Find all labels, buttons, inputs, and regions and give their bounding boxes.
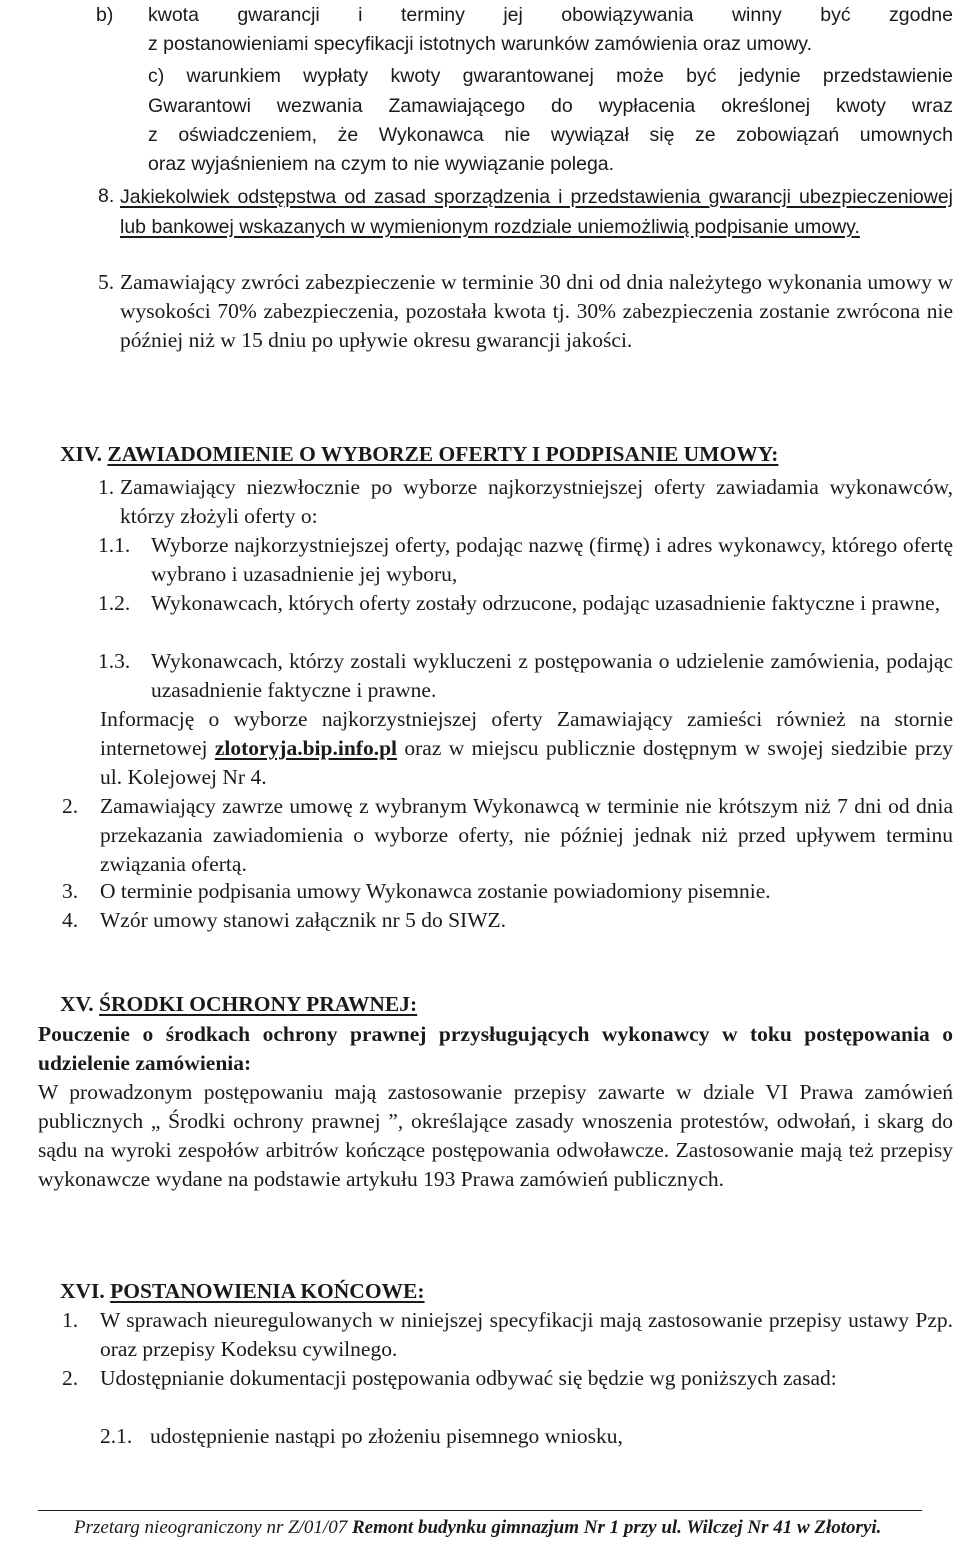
- item-c-line2: Gwarantowi wezwania Zamawiającego do wypłacenia określonej kwoty wraz: [148, 95, 953, 117]
- section-xvi-number: XVI.: [60, 1279, 105, 1303]
- section-xiv-number: XIV.: [60, 442, 103, 466]
- xiv-info-text-before: Informację o wyborze najkorzystniejszej oferty Zamawiający zamieści również na stornie internetowej: [100, 707, 953, 760]
- xiv-subitem-1-1-number: 1.1.: [98, 533, 131, 557]
- xiv-item-2-number: 2.: [62, 794, 79, 818]
- item-b-line2: z postanowieniami specyfikacji istotnych warunków zamówienia oraz umowy.: [148, 33, 812, 55]
- xvi-item-1-number: 1.: [62, 1308, 79, 1332]
- item-b-line1: kwota gwarancji i terminy jej obowiązywania winny być zgodne: [148, 4, 953, 26]
- footer-project-title: Remont budynku gimnazjum Nr 1 przy ul. Wilczej Nr 41 w Złotoryi.: [351, 1517, 882, 1538]
- bip-website-link[interactable]: zlotoryja.bip.info.pl: [214, 736, 398, 760]
- footer-rule: [38, 1510, 922, 1511]
- xiv-item-2-text: Zamawiający zawrze umowę z wybranym Wykonawcą w terminie nie krótszym niż 7 dni od dnia przekazania zawiadomienia o wyborze oferty, nie później jednak niż przed upływem terminu związania ofertą.: [100, 794, 953, 876]
- xiv-info-text-after: oraz w miejscu publicznie dostępnym w swojej siedzibie przy ul. Kolejowej Nr 4.: [100, 736, 953, 789]
- xvi-subitem-2-1-text: udostępnienie nastąpi po złożeniu pisemnego wniosku,: [150, 1424, 623, 1448]
- item-b-label: b): [96, 4, 114, 26]
- xiv-item-4-text: Wzór umowy stanowi załącznik nr 5 do SIWZ.: [100, 908, 506, 932]
- section-xvi-title: POSTANOWIENIA KOŃCOWE:: [110, 1279, 425, 1303]
- xiv-item-3-text: O terminie podpisania umowy Wykonawca zostanie powiadomiony pisemnie.: [100, 879, 771, 903]
- xv-notice-bold: Pouczenie o środkach ochrony prawnej przysługujących wykonawcy w toku postępowania o udzielenie zamówienia:: [38, 1022, 953, 1075]
- point-8-text: Jakiekolwiek odstępstwa od zasad sporządzenia i przedstawienia gwarancji ubezpieczeniowej lub bankowej wskazanych w wymienionym rozdziale uniemożliwią podpisanie umowy.: [120, 186, 953, 238]
- item-c-line3: z oświadczeniem, że Wykonawca nie wywiązał się ze zobowiązań umownych: [148, 124, 953, 146]
- footer-tender-number: Przetarg nieograniczony nr Z/01/07: [74, 1517, 352, 1538]
- xiv-item-3-number: 3.: [62, 879, 79, 903]
- point-5-number: 5.: [98, 270, 115, 294]
- xv-body-paragraph: W prowadzonym postępowaniu mają zastosowanie przepisy zawarte w dziale VI Prawa zamówień publicznych „ Środki ochrony prawnej ”, określające zasady wnoszenia protestów, odwołań, i skarg do sądu na wyroki zespołów arbitrów kończące postępowania odwoławcze. Zastosowanie mają też przepisy wykonawcze wydane na podstawie artykułu 193 Prawa zamówień publicznych.: [38, 1080, 953, 1191]
- xiv-item-1-number: 1.: [98, 475, 115, 499]
- section-xv-title: ŚRODKI OCHRONY PRAWNEJ:: [99, 992, 418, 1016]
- xiv-item-4-number: 4.: [62, 908, 79, 932]
- xiv-subitem-1-3-number: 1.3.: [98, 649, 131, 673]
- xiv-subitem-1-3-text: Wykonawcach, którzy zostali wykluczeni z postępowania o udzielenie zamówienia, podając uzasadnienie faktyczne i prawne.: [151, 649, 953, 702]
- item-c-line4: oraz wyjaśnieniem na czym to nie wywiązanie polega.: [148, 153, 615, 175]
- xiv-subitem-1-2-text: Wykonawcach, których oferty zostały odrzucone, podając uzasadnienie faktyczne i prawne,: [151, 591, 941, 615]
- section-xiv-heading: [60, 440, 778, 469]
- xiv-subitem-1-2-number: 1.2.: [98, 591, 131, 615]
- page-footer: [74, 1515, 924, 1541]
- point-5-text: Zamawiający zwróci zabezpieczenie w terminie 30 dni od dnia należytego wykonania umowy w wysokości 70% zabezpieczenia, pozostała kwota tj. 30% zabezpieczenia zostanie zwrócona nie później niż w 15 dniu po upływie okresu gwarancji jakości.: [120, 270, 953, 352]
- section-xv-number: XV.: [60, 992, 94, 1016]
- section-xv-heading: [60, 990, 417, 1019]
- item-c-line1: c) warunkiem wypłaty kwoty gwarantowanej może być jedynie przedstawienie: [148, 65, 953, 87]
- xvi-item-1-text: W sprawach nieuregulowanych w niniejszej specyfikacji mają zastosowanie przepisy ustawy Pzp. oraz przepisy Kodeksu cywilnego.: [100, 1308, 953, 1361]
- section-xiv-title: ZAWIADOMIENIE O WYBORZE OFERTY I PODPISANIE UMOWY:: [107, 442, 779, 466]
- xiv-info-paragraph: [100, 705, 953, 792]
- xvi-subitem-2-1-number: 2.1.: [100, 1424, 133, 1448]
- xiv-item-1-text: Zamawiający niezwłocznie po wyborze najkorzystniejszej oferty zawiadamia wykonawców, którzy złożyli oferty o:: [120, 475, 953, 528]
- xiv-subitem-1-1-text: Wyborze najkorzystniejszej oferty, podając nazwę (firmę) i adres wykonawcy, którego ofertę wybrano i uzasadnienie jej wyboru,: [151, 533, 953, 586]
- xvi-item-2-text: Udostępnianie dokumentacji postępowania odbywać się będzie wg poniższych zasad:: [100, 1366, 837, 1390]
- xvi-item-2-number: 2.: [62, 1366, 79, 1390]
- point-8-number: 8.: [98, 185, 115, 207]
- section-xvi-heading: [60, 1277, 425, 1306]
